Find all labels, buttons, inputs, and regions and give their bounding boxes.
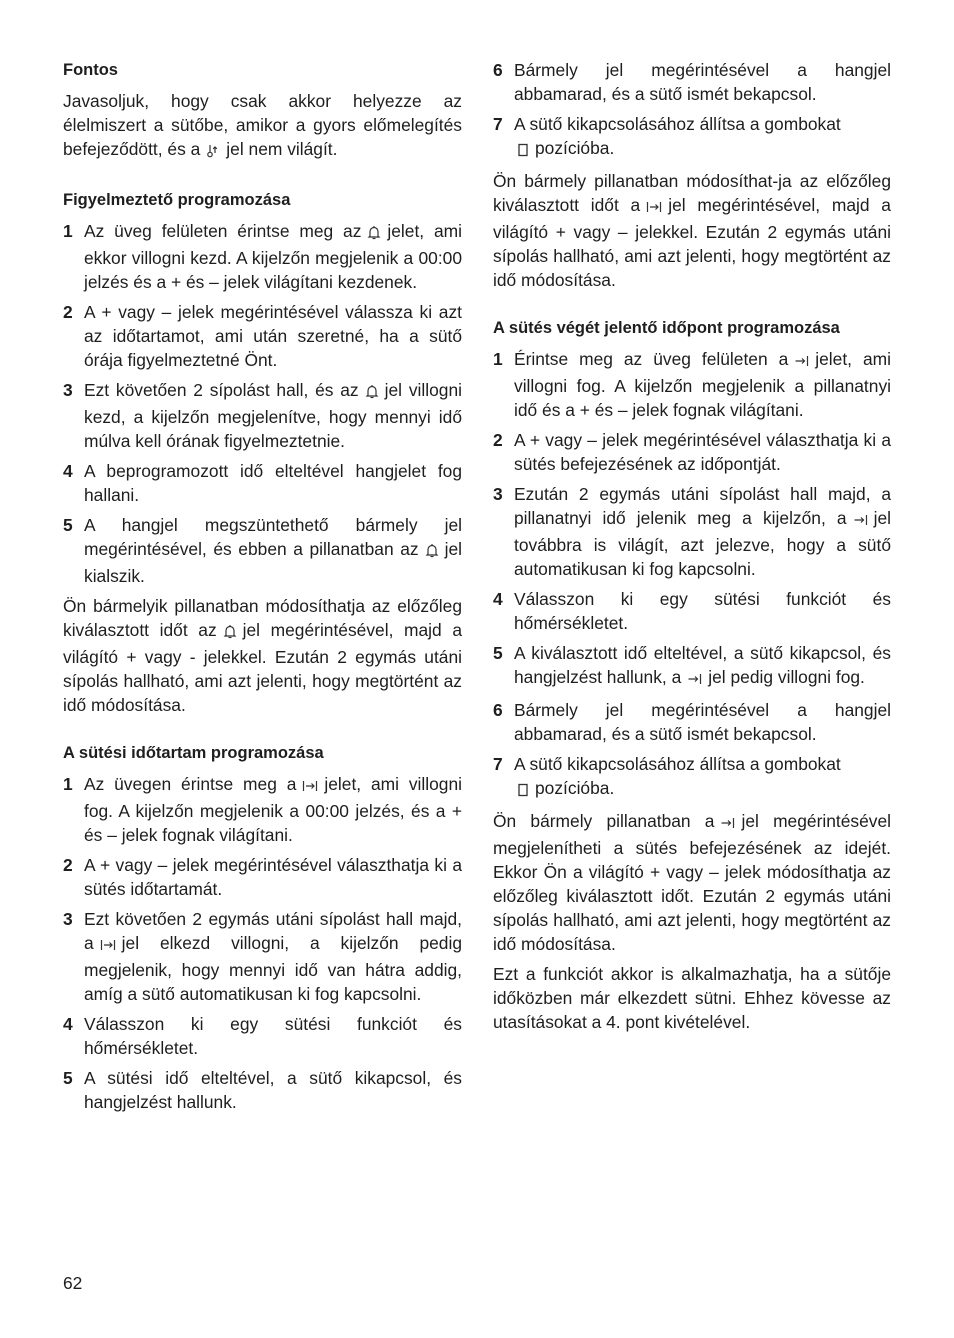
right-column	[493, 58, 891, 1040]
item-number: 3	[63, 909, 73, 929]
list-item: 3 Ezt követően 2 egymás utáni sípolást hall majd, a jel elkezd villogni, a kijelzőn pedig megjelenik, hogy mennyi idő van hátra addig, amíg a sütő automatikusan ki fog kapcsolni.	[63, 909, 462, 1004]
list-item: 2 A + vagy – jelek megérintésével választhatja ki a sütés befejezésének az időpontját.	[493, 430, 891, 474]
item-number: 2	[63, 855, 73, 875]
item-number: 5	[63, 1068, 73, 1088]
end-time-section	[493, 316, 891, 1034]
fast-preheat-icon	[206, 140, 220, 164]
item-number: 4	[63, 461, 73, 481]
duration-icon	[100, 934, 116, 958]
list-item: 2 A + vagy – jelek megérintésével válassza ki azt az időtartamot, ami után szeretné, ha a sütő órája figyelmeztetné Önt.	[63, 302, 462, 370]
list-item: 3 Ezt követően 2 sípolást hall, és az jel villogni kezd, a kijelzőn megjelenítve, hogy mennyi idő múlva kell órának figyelmeztetnie.	[63, 380, 462, 451]
item-number: 7	[493, 114, 503, 134]
end-time-icon	[794, 350, 809, 374]
list-item: 7 A sütő kikapcsolásához állítsa a gombokat pozícióba.	[493, 112, 891, 163]
item-number: 1	[493, 349, 503, 369]
off-position-icon	[517, 779, 529, 803]
item-number: 5	[63, 515, 73, 535]
end-time-note: Ön bármely pillanatban a jel megérintésével megjelenítheti a sütés befejezésének az idejét. Ekkor Ön a világító + vagy – jelek módosíthatja az előzőleg kiválasztott időt. Ezután 2 egymás utáni sípolás hallható, ami azt jelenti, hogy megtörtént az idő módosítása.	[493, 811, 892, 954]
important-text: Javasoljuk, hogy csak akkor helyezze az élelmiszert a sütőbe, amikor a gyors előmelegítés befejeződött, és a jel nem világít.	[63, 89, 462, 164]
duration-icon	[302, 775, 318, 799]
alarm-title: Figyelmeztető programozása	[63, 191, 291, 209]
end-time-icon	[720, 812, 735, 836]
item-number: 1	[63, 221, 73, 241]
item-number: 4	[63, 1014, 73, 1034]
list-item: 6 Bármely jel megérintésével a hangjel abbamarad, és a sütő ismét bekapcsol.	[493, 60, 891, 104]
off-position-icon	[517, 139, 529, 163]
important-title: Fontos	[63, 61, 118, 79]
end-time-note-2: Ezt a funkciót akkor is alkalmazhatja, ha a sütője időközben már elkezdett sütni. Ehhez kövesse az utasításokat a 4. pont kivételével.	[493, 964, 891, 1032]
list-item: 3 Ezután 2 egymás utáni sípolást hall majd, a pillanatnyi idő jelenik meg a kijelzőn, a jel továbbra is világít, azt jelezve, hogy a sütő automatikusan ki fog kapcsolni.	[493, 484, 891, 579]
alarm-section	[63, 188, 462, 717]
left-column	[63, 58, 462, 1120]
item-number: 6	[493, 60, 503, 80]
list-item: 1 Az üvegen érintse meg a jelet, ami villogni fog. A kijelzőn megjelenik a 00:00 jelzés, és a + és – jelek fognak világítani.	[63, 774, 462, 845]
item-number: 2	[493, 430, 503, 450]
list-item: 1 Az üveg felületen érintse meg az jelet, ami ekkor villogni kezd. A kijelzőn megjelenik a 00:00 jelzés és a + és – jelek világítani kezdenek.	[63, 221, 462, 292]
list-item: 4 Válasszon ki egy sütési funkciót és hőmérsékletet.	[63, 1014, 462, 1058]
duration-note: Ön bármely pillanatban módosíthat-ja az előzőleg kiválasztott időt a jel megérintésével, majd a világító + vagy – jelekkel. Ezután 2 egymás utáni sípolás hallható, ami azt jelenti, hogy megtörtént az idő módosítása.	[493, 171, 891, 290]
item-number: 3	[63, 380, 73, 400]
list-item: 5 A kiválasztott idő elteltével, a sütő kikapcsol, és hangjelzést hallunk, a jel pedig villogni fog.	[493, 641, 891, 692]
list-item: 4 Válasszon ki egy sütési funkciót és hőmérsékletet.	[493, 589, 891, 633]
list-item: 5 A hangjel megszüntethető bármely jel megérintésével, és ebben a pillanatban az jel kialszik.	[63, 515, 462, 586]
list-item: 5 A sütési idő elteltével, a sütő kikapcsol, és hangjelzést hallunk.	[63, 1068, 462, 1112]
duration-section	[63, 741, 462, 1114]
item-number: 4	[493, 589, 503, 609]
end-time-icon	[687, 668, 702, 692]
list-item: 2 A + vagy – jelek megérintésével választhatja ki a sütés időtartamát.	[63, 855, 462, 899]
bell-icon	[223, 621, 237, 645]
bell-icon	[365, 381, 379, 405]
list-item: 6 Bármely jel megérintésével a hangjel abbamarad, és a sütő ismét bekapcsol.	[493, 700, 891, 744]
alarm-note: Ön bármelyik pillanatban módosíthatja az előzőleg kiválasztott időt az jel megérintésével, majd a világító + vagy - jelekkel. Ezután 2 egymás utáni sípolás hallható, ami azt jelenti, hogy megtörtént az idő módosítása.	[63, 596, 462, 715]
bell-icon	[425, 540, 439, 564]
item-number: 2	[63, 302, 73, 322]
duration-title: A sütési időtartam programozása	[63, 744, 324, 762]
bell-icon	[367, 222, 381, 246]
duration-icon	[646, 196, 662, 220]
item-number: 5	[493, 643, 503, 663]
item-number: 6	[493, 700, 503, 720]
item-number: 7	[493, 754, 503, 774]
list-item: 1 Érintse meg az üveg felületen a jelet, ami villogni fog. A kijelzőn megjelenik a pillanatnyi idő és a + és – jelek fognak világítani.	[493, 349, 891, 420]
list-item: 7 A sütő kikapcsolásához állítsa a gombokat pozícióba.	[493, 752, 891, 803]
end-time-title: A sütés végét jelentő időpont programozása	[493, 319, 840, 337]
end-time-icon	[853, 509, 868, 533]
list-item: 4 A beprogramozott idő elteltével hangjelet fog hallani.	[63, 461, 462, 505]
page-number: 62	[63, 1273, 83, 1293]
item-number: 3	[493, 484, 503, 504]
item-number: 1	[63, 774, 73, 794]
